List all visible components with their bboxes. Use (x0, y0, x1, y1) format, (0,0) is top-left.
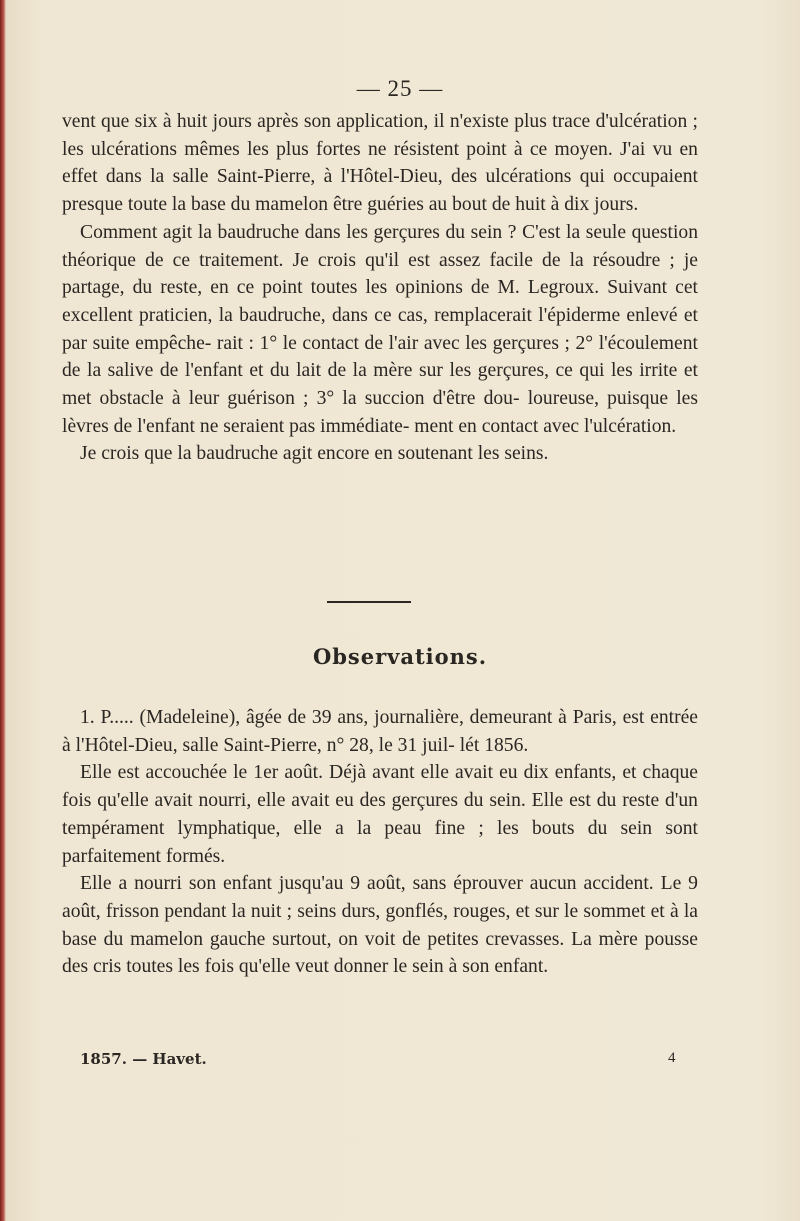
page-number: — 25 — (356, 76, 444, 101)
text-line: à ce moyen. J'ai vu en effet dans la salle Saint-Pierre, à l'Hôtel-Dieu, (62, 138, 698, 188)
text-line: être guéries au bout de huit à dix jours. (332, 194, 639, 216)
text-line: lét 1856. (459, 734, 529, 756)
text-line: et chaque fois qu'elle avait nourri, elle avait eu des gerçures du (62, 762, 698, 812)
text-line: ment en contact avec l'ulcération. (414, 415, 677, 437)
text-line: loureuse, puisque les lèvres de l'enfant ne seraient pas immédiate- (62, 388, 699, 437)
signature-number: 4 (668, 1050, 676, 1066)
text-line: Elle a nourri son enfant jusqu'au 9 août, sans éprouver aucun (80, 873, 577, 895)
paragraph (62, 219, 698, 441)
text-line: des ulcérations qui occupaient presque toute la base du mamelon (62, 166, 698, 216)
text-line: Elle est accouchée le 1er août. Déjà avant elle avait eu dix enfants, (80, 762, 617, 784)
paragraph (62, 759, 698, 870)
text-line: dans ce cas, remplacerait l'épiderme enlevé et par suite empêche- (62, 304, 698, 354)
text-line: irrite et met obstacle à leur guérison ; 3° la succion d'être dou- (62, 360, 698, 410)
text-line: 1. P..... (Madeleine), âgée de 39 ans, journalière, demeurant à (80, 707, 567, 728)
text-line: facile de la résoudre ; je partage, du reste, en ce point toutes les (62, 249, 699, 299)
paragraph (62, 704, 698, 759)
text-line: accident. Le 9 août, frisson pendant la nuit ; seins durs, gonflés, (62, 873, 698, 922)
text-line: rouges, et sur le sommet et à la base du mamelon gauche surtout, (62, 900, 698, 950)
text-line: Paris, est entrée à l'Hôtel-Dieu, salle Saint-Pierre, n° 28, le 31 juil- (62, 707, 698, 756)
section-divider (327, 601, 411, 603)
paragraph (62, 108, 698, 219)
text-line: rait : 1° le contact de l'air avec les gerçures ; 2° l'écoulement de la (62, 332, 698, 382)
text-line: Comment agit la baudruche dans les gerçures du sein ? C'est la (80, 221, 581, 243)
text-line: d'ulcération ; les ulcérations mêmes les plus fortes ne résistent point (62, 111, 699, 160)
text-line: fine ; les bouts du sein sont parfaitement formés. (62, 817, 698, 867)
text-line: sein. Elle est du reste d'un tempérament lymphatique, elle a la peau (62, 790, 698, 839)
text-line: vent que six à huit jours après son application, il n'existe plus trace (62, 111, 591, 132)
signature-footer: 1857. — Havet. (80, 1050, 207, 1068)
text-line: salive de l'enfant et du lait de la mère sur les gerçures, ce qui les (107, 360, 633, 382)
body-text-top (62, 108, 698, 468)
paragraph (62, 870, 698, 981)
text-line: qu'elle veut donner le sein à son enfant. (238, 956, 549, 978)
section-heading: Observations. (312, 644, 488, 669)
book-spine-edge (0, 0, 6, 1221)
text-line: opinions de M. Legroux. Suivant cet excellent praticien, la baudruche, (62, 277, 698, 326)
paragraph (62, 440, 698, 468)
text-line: seule question théorique de ce traitement. Je crois qu'il est assez (62, 221, 699, 271)
body-text-observations (62, 704, 698, 981)
text-line: Je crois que la baudruche agit encore en soutenant les seins. (80, 443, 549, 465)
text-line: on voit de petites crevasses. La mère pousse des cris toutes les fois (62, 928, 698, 978)
